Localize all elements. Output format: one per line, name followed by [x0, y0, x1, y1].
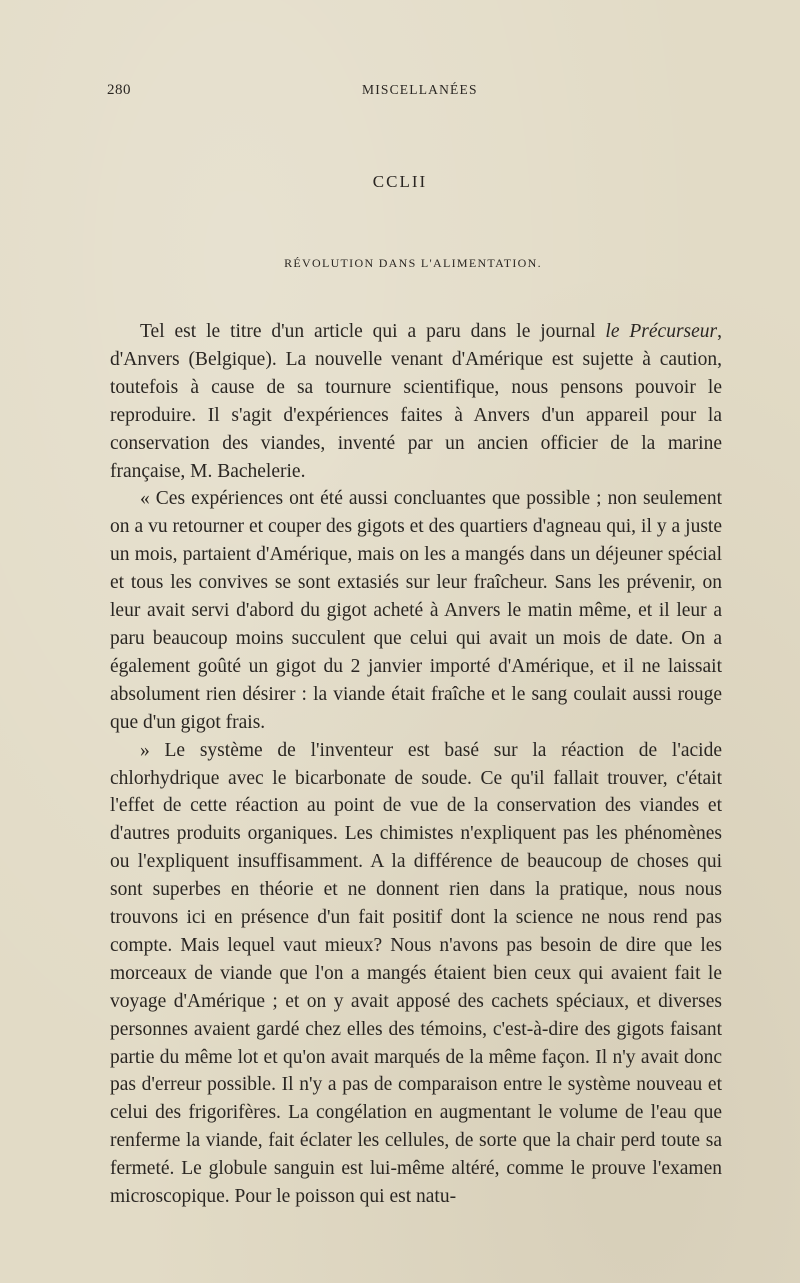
page-header: [107, 82, 707, 106]
paragraph-2: « Ces expériences ont été aussi concluantes que possible ; non seulement on a vu retourner et couper des gigots et des quartiers d'agneau qui, il y a juste un mois, partaient d'Amérique, mais on les a mangés dans un déjeuner spécial et tous les convives se sont extasiés sur leur fraîcheur. Sans les prévenir, on leur avait servi d'abord du gigot acheté à Anvers le matin même, et il leur a paru beaucoup moins succulent que celui qui avait un mois de date. On a également goûté un gigot du 2 janvier importé d'Amérique, et il ne laissait absolument rien désirer : la viande était fraîche et le sang coulait aussi rouge que d'un gigot frais.: [110, 488, 722, 733]
body-text: [110, 318, 722, 1211]
running-head: MISCELLANÉES: [362, 82, 478, 97]
paragraph-3: » Le système de l'inventeur est basé sur la réaction de l'acide chlorhydrique avec le bicarbonate de soude. Ce qu'il fallait trouver, c'était l'effet de cette réaction au point de vue de la conservation des viandes et d'autres produits organiques. Les chimistes n'expliquent pas les phénomènes ou l'expliquent insuffisamment. A la différence de beaucoup de choses qui sont superbes en théorie et ne donnent rien dans la pratique, nous nous trouvons ici en présence d'un fait positif dont la science ne nous rend pas compte. Mais lequel vaut mieux? Nous n'avons pas besoin de dire que les morceaux de viande que l'on a mangés étaient bien ceux qui avaient fait le voyage d'Amérique ; et on y avait apposé des cachets spéciaux, et diverses personnes avaient gardé chez elles des témoins, c'est-à-dire des gigots faisant partie du même lot et qu'on avait marqués de la même façon. Il n'y avait donc pas d'erreur possible. Il n'y a pas de comparaison entre le système nouveau et celui des frigorifères. La congélation en augmentant le volume de l'eau que renferme la viande, fait éclater les cellules, de sorte que la chair perd toute sa fermeté. Le globule sanguin est lui-même altéré, comme le prouve l'examen microscopique. Pour le poisson qui est natu-: [110, 739, 722, 1208]
chapter-title: RÉVOLUTION DANS L'ALIMENTATION.: [284, 256, 542, 270]
paragraph-1-text-b: , d'Anvers (Belgique). La nouvelle venant d'Amérique est sujette à caution, toutefois à cause de sa tournure scientifique, nous pensons pouvoir le reproduire. Il s'agit d'expériences faites à Anvers d'un appareil pour la conservation des viandes, inventé par un ancien officier de la marine française, M. Bachelerie.: [110, 321, 722, 482]
paragraph-1: [110, 318, 722, 485]
journal-title: le Précurseur: [605, 321, 718, 342]
chapter-number: CCLII: [372, 172, 428, 191]
page-number: 280: [107, 82, 131, 98]
paragraph-1-text-a: Tel est le titre d'un article qui a paru dans le journal: [140, 321, 606, 342]
